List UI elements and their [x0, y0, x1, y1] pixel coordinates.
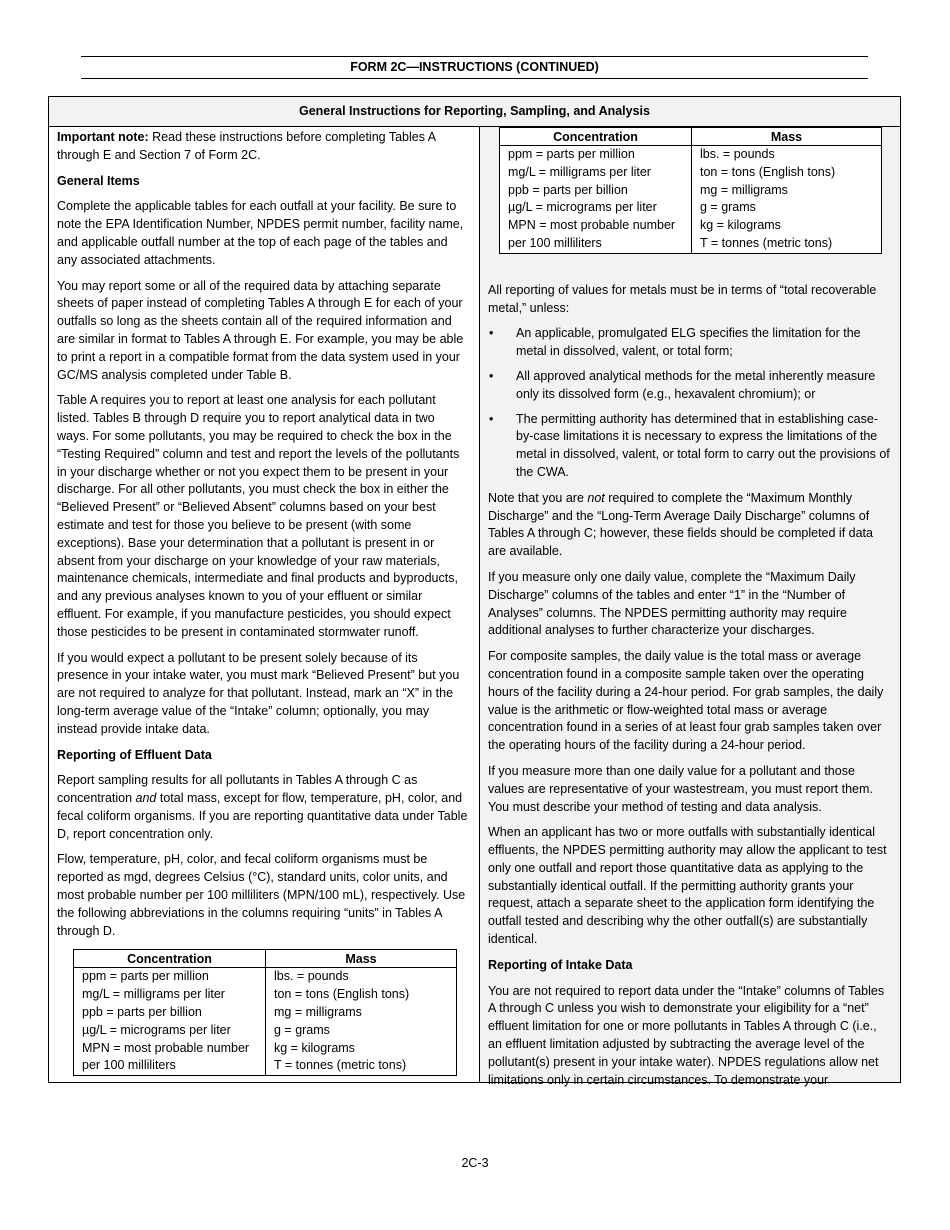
mass-cell: lbs. = pounds [692, 146, 882, 164]
concentration-cell: per 100 milliliters [74, 1057, 266, 1075]
page-header: FORM 2C—INSTRUCTIONS (CONTINUED) [81, 56, 868, 79]
note-text-b: required to complete the “Maximum Monthly Discharge” and the “Long-Term Average Daily Discharge” columns of Tables A through C; however, these fields should be completed if data are available. [488, 490, 873, 559]
mass-cell: T = tonnes (metric tons) [266, 1057, 457, 1075]
mass-cell: mg = milligrams [266, 1004, 457, 1022]
list-item [488, 368, 890, 404]
page-number: 2C-3 [461, 1156, 489, 1170]
important-note-text: Read these instructions before completing Tables A through E and Section 7 of Form 2C. [57, 130, 436, 162]
paragraph-composite-samples: For composite samples, the daily value is the total mass or average concentration found in a composite sample taken over the operating hours of the facility during a 24-hour period. For grab samples, the daily value is the arithmetic or flow-weighted total mass or average concentration found in a series of at least four grab samples taken over the operating hours of the facility during a 24-hour period. [488, 649, 884, 753]
concentration-cell: ppm = parts per million [500, 146, 692, 164]
concentration-header: Concentration [500, 128, 692, 146]
mass-header: Mass [692, 128, 882, 146]
paragraph-identical-outfalls: When an applicant has two or more outfalls with substantially identical effluents, the NPDES permitting authority may allow the applicant to test only one outfall and report those quantitative data as applying to the substantially identical outfall. If the permitting authority grants your request, attach a separate sheet to the application form identifying the outfall tested and describing why the other outfall(s) are substantially identical. [488, 825, 887, 947]
concentration-cell: MPN = most probable number [74, 1040, 266, 1058]
bullet: • [489, 326, 494, 341]
metals-intro: All reporting of values for metals must be in terms of “total recoverable metal,” unless: [488, 282, 877, 315]
mass-cell: mg = milligrams [692, 182, 882, 200]
mass-cell: g = grams [266, 1022, 457, 1040]
concentration-cell: ppm = parts per million [74, 968, 266, 986]
bullet: • [489, 368, 494, 383]
list-item [488, 325, 890, 361]
box-title: General Instructions for Reporting, Sampling, and Analysis [49, 97, 900, 127]
sampling-results-text-a: Report sampling results for all pollutants in Tables A through C as concentration [57, 773, 418, 806]
general-items-heading: General Items [57, 173, 140, 188]
concentration-cell: per 100 milliliters [500, 235, 692, 253]
abbreviations-table-right [499, 127, 882, 254]
concentration-cell: µg/L = micrograms per liter [500, 199, 692, 217]
left-column [49, 127, 480, 1082]
mass-cell: kg = kilograms [266, 1040, 457, 1058]
paragraph-more-daily-values: If you measure more than one daily value for a pollutant and those values are representative of your wastestream, you must report them. You must describe your method of testing and data analysis. [488, 763, 873, 814]
mass-cell: kg = kilograms [692, 217, 882, 235]
note-emphasis: not [587, 490, 605, 505]
instructions-box [48, 96, 901, 1087]
note-text-a: Note that you are [488, 490, 588, 505]
paragraph-intake-pollutant: If you would expect a pollutant to be present solely because of its presence in your intake water, you must mark “Believed Present” but you are not required to analyze for that pollutant. Instead, mark an “X” in the long-term average value of the “Intake” column; optionally, you may instead provide intake data. [57, 650, 460, 736]
mass-cell: lbs. = pounds [266, 968, 457, 986]
concentration-cell: µg/L = micrograms per liter [74, 1022, 266, 1040]
sampling-results-text-b: total mass, except for flow, temperature, pH, color, and fecal coliform organisms. If you are reporting quantitative data under Table D, report concentration only. [57, 791, 468, 841]
concentration-cell: mg/L = milligrams per liter [500, 164, 692, 182]
mass-cell: ton = tons (English tons) [266, 986, 457, 1004]
concentration-cell: ppb = parts per billion [500, 182, 692, 200]
mass-cell: T = tonnes (metric tons) [692, 235, 882, 253]
concentration-cell: mg/L = milligrams per liter [74, 986, 266, 1004]
concentration-cell: MPN = most probable number [500, 217, 692, 235]
list-item [488, 411, 890, 482]
important-note [57, 129, 468, 165]
intake-data-heading: Reporting of Intake Data [488, 957, 633, 972]
sampling-results-emphasis: and [135, 791, 157, 806]
paragraph-tables-header-info: Complete the applicable tables for each outfall at your facility. Be sure to note the EPA Identification Number, NPDES permit number, facility name, and applicable outfall number at the top of each page of the tables and any associated attachments. [57, 199, 464, 267]
mass-header: Mass [266, 950, 457, 968]
list-item-text: All approved analytical methods for the metal inherently measure only its dissolved form (e.g., hexavalent chromium); or [516, 368, 876, 401]
bullet: • [489, 411, 494, 426]
abbreviations-table-left [73, 949, 457, 1076]
effluent-data-heading: Reporting of Effluent Data [57, 747, 212, 762]
concentration-cell: ppb = parts per billion [74, 1004, 266, 1022]
concentration-header: Concentration [74, 950, 266, 968]
paragraph-units: Flow, temperature, pH, color, and fecal coliform organisms must be reported as mgd, degrees Celsius (°C), standard units, color units, and most probable number per 100 milliliters (MPN/100 mL), respectively. Use the following abbreviations in the columns requiring “units” in Tables A through D. [57, 852, 466, 938]
metals-exceptions-list [488, 325, 890, 481]
mass-cell: ton = tons (English tons) [692, 164, 882, 182]
paragraph-sampling-results [57, 772, 468, 843]
paragraph-separate-sheets: You may report some or all of the required data by attaching separate sheets of paper instead of completing Tables A through E for each of your outfalls so long as the sheets contain all of the required information and are similar in format to Tables A through E. For example, you may be able to print a report in a compatible format from the data system used in your GC/MS analysis completed under Table B. [57, 278, 464, 382]
important-note-label: Important note: [57, 130, 149, 144]
paragraph-not-required-note [488, 490, 890, 561]
paragraph-intake-data: You are not required to report data under the “Intake” columns of Tables A through C unless you wish to demonstrate your eligibility for a “net” effluent limitation for one or more pollutants in Tables A through C (i.e., an effluent limitation adjusted by subtracting the average level of the pollutant(s) present in your intake water). NPDES regulations allow net limitations only in certain circumstances. To demonstrate your [488, 983, 885, 1087]
paragraph-table-a-requirements: Table A requires you to report at least one analysis for each pollutant listed. Tables B through D require you to report analytical data in two ways. For some pollutants, you may be required to check the box in the “Testing Required” column and test and report the levels of the pollutants in your discharge whether or not you expect them to be present in your discharge. For all other pollutants, you must check the box in either the “Believed Present” or “Believed Absent” columns based on your best estimate and test for those you believe to be present (with some exceptions). Base your determination that a pollutant is present in or absent from your discharge on your knowledge of your raw materials, maintenance chemicals, intermediate and final products and byproducts, and any previous analyses known to you of your effluent or similar effluent. For example, if you manufacture pesticides, you should expect those pesticides to be present in contaminated stormwater runoff. [57, 393, 460, 639]
mass-cell: g = grams [692, 199, 882, 217]
list-item-text: An applicable, promulgated ELG specifies the limitation for the metal in dissolved, valent, or total form; [516, 326, 861, 359]
right-column [480, 127, 900, 1087]
paragraph-one-daily-value: If you measure only one daily value, complete the “Maximum Daily Discharge” columns of the tables and enter “1” in the “Number of Analyses” columns. The NPDES permitting authority may require additional analyses to further characterize your discharges. [488, 569, 856, 638]
list-item-text: The permitting authority has determined that in establishing case-by-case limitations it is necessary to express the limitations of the metal in dissolved, valent, or total form to carry out the provisions of the CWA. [516, 411, 890, 479]
